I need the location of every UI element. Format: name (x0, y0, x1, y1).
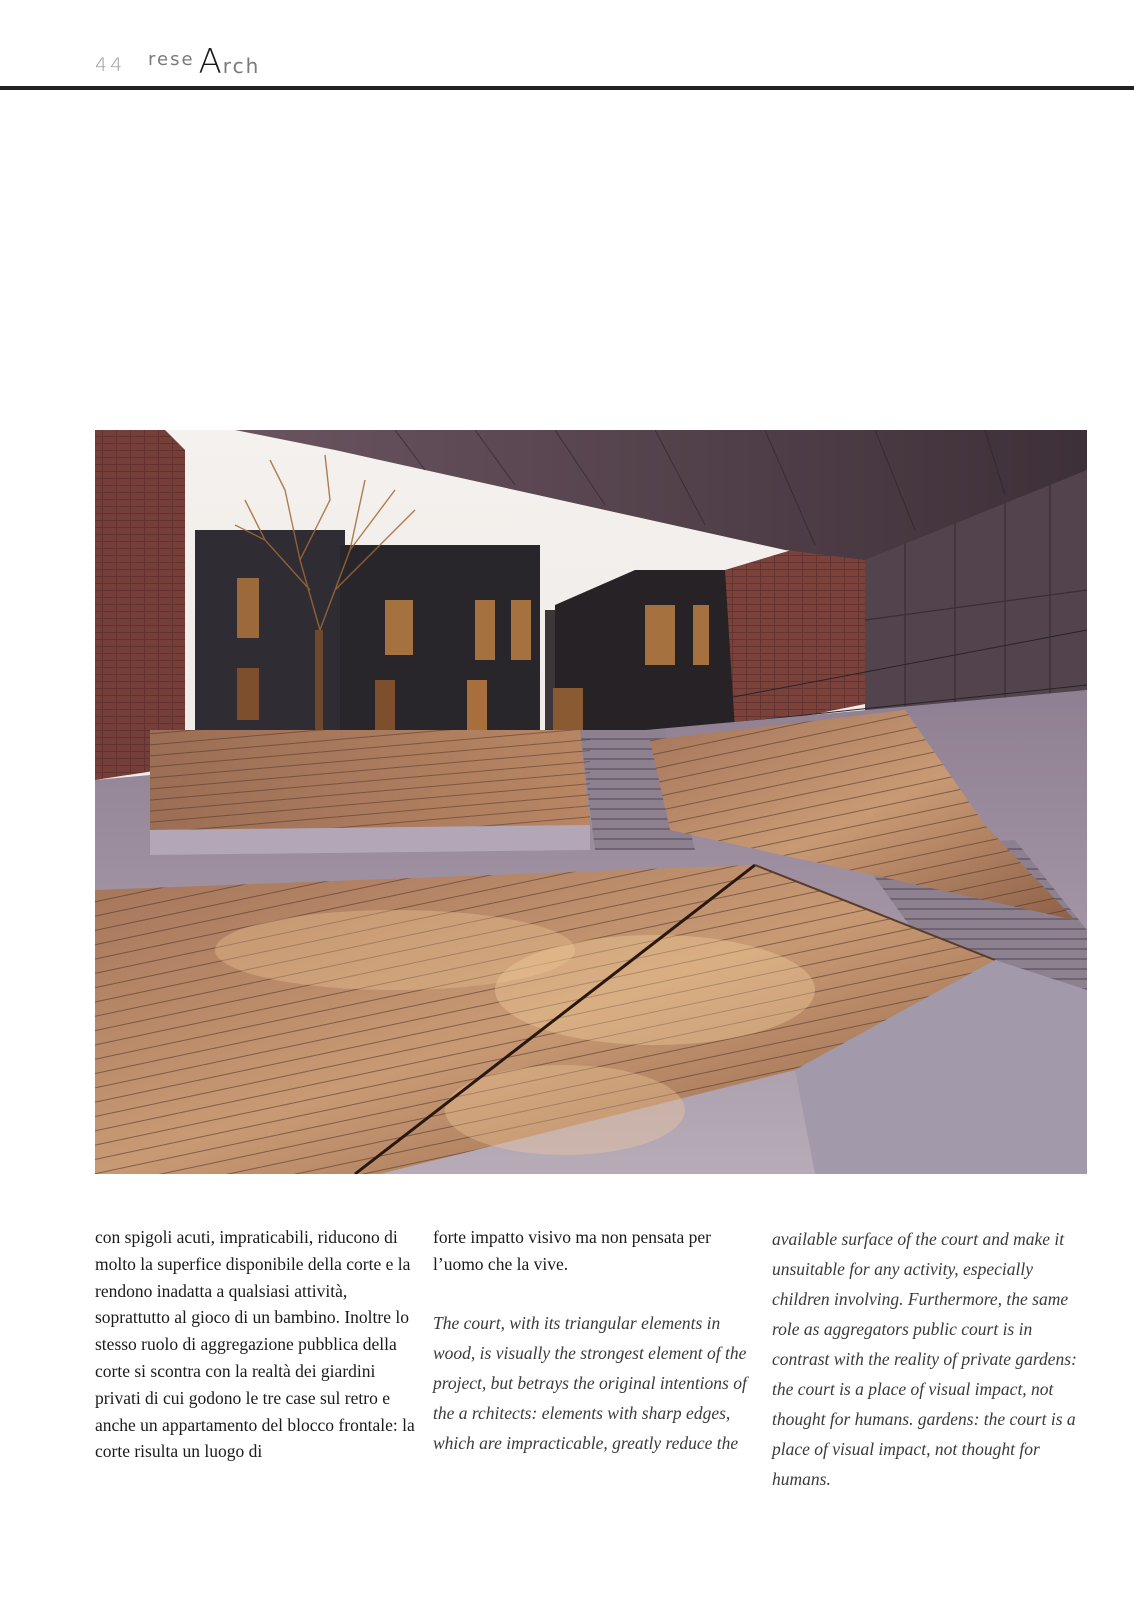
magazine-logo (148, 42, 260, 82)
text-column-1 (95, 1224, 415, 1465)
header-rule (0, 86, 1134, 90)
page-number: 44 (95, 54, 126, 76)
english-text-part2: available surface of the court and make it unsuitable for any activity, especially children involving. Furthermore, the same role as aggregators public court is in contrast with the reality of private gardens: the court is a place of visual impact, not thought for humans. gardens: the court is a place of visual impact, not thought for humans. (772, 1229, 1077, 1489)
logo-rese: rese (148, 49, 195, 70)
text-column-3 (772, 1224, 1092, 1494)
page-header (0, 0, 1134, 92)
logo-a: A (198, 42, 222, 82)
text-column-2 (433, 1224, 758, 1458)
english-text-part1: The court, with its triangular elements in wood, is visually the strongest element of the project, but betrays the original intentions of the a rchitects: elements with sharp edges, which are impracticable, greatly reduce the (433, 1312, 747, 1453)
italian-text-part2: forte impatto visivo ma non pensata per l’uomo che la vive. (433, 1227, 711, 1274)
italian-text-part1: con spigoli acuti, impraticabili, riducono di molto la superfice disponibile della corte e la rendono inadatta a qualsiasi attività, soprattutto al gioco di un bambino. Inoltre lo stesso ruolo di aggregazione pubblica della corte si scontra con la realtà dei giardini privati di cui godono le tre case sul retro e anche un appartamento del blocco frontale: la corte risulta un luogo di (95, 1227, 415, 1462)
courtyard-render-image (95, 430, 1087, 1174)
logo-rch: rch (222, 54, 261, 78)
